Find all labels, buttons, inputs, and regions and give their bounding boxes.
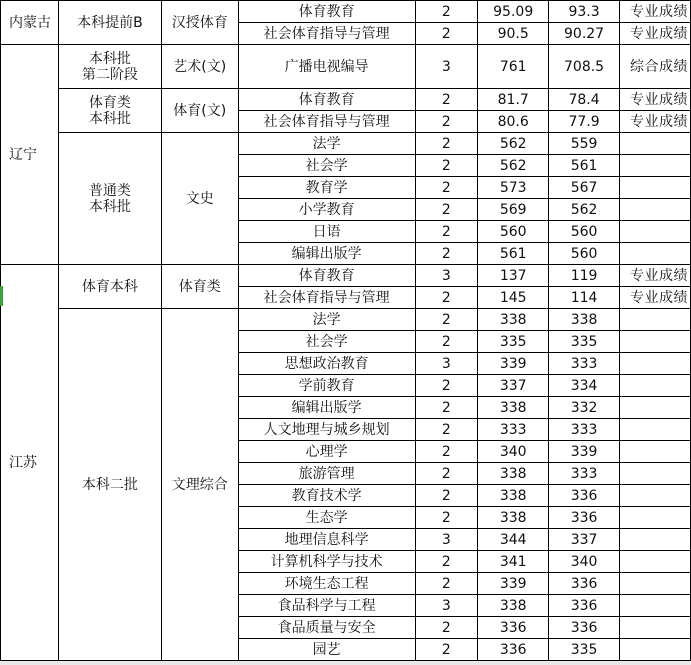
note-cell[interactable]: 专业成绩 <box>619 287 690 309</box>
min-score-cell[interactable]: 567 <box>549 177 620 199</box>
major-cell[interactable]: 旅游管理 <box>238 463 415 485</box>
max-score-cell[interactable]: 336 <box>478 617 549 639</box>
note-cell[interactable] <box>619 617 690 639</box>
major-cell[interactable]: 社会体育指导与管理 <box>238 111 415 133</box>
major-cell[interactable]: 食品科学与工程 <box>238 595 415 617</box>
batch-cell[interactable]: 本科二批 <box>58 309 161 661</box>
major-cell[interactable]: 生态学 <box>238 507 415 529</box>
years-cell[interactable]: 2 <box>415 507 478 529</box>
major-cell[interactable]: 地理信息科学 <box>238 529 415 551</box>
min-score-cell[interactable]: 560 <box>549 243 620 265</box>
years-cell[interactable]: 2 <box>415 287 478 309</box>
max-score-cell[interactable]: 81.7 <box>478 89 549 111</box>
max-score-cell[interactable]: 338 <box>478 397 549 419</box>
note-cell[interactable] <box>619 331 690 353</box>
note-cell[interactable]: 专业成绩 <box>619 265 690 287</box>
max-score-cell[interactable]: 338 <box>478 309 549 331</box>
min-score-cell[interactable]: 77.9 <box>549 111 620 133</box>
note-cell[interactable] <box>619 177 690 199</box>
years-cell[interactable]: 3 <box>415 265 478 287</box>
max-score-cell[interactable]: 338 <box>478 507 549 529</box>
row-selection-indicator <box>0 286 3 306</box>
min-score-cell[interactable]: 90.27 <box>549 23 620 45</box>
note-cell[interactable]: 专业成绩 <box>619 23 690 45</box>
min-score-cell[interactable]: 336 <box>549 573 620 595</box>
years-cell[interactable]: 2 <box>415 111 478 133</box>
table-row <box>1 265 691 287</box>
min-score-cell[interactable]: 333 <box>549 463 620 485</box>
major-cell[interactable]: 社会学 <box>238 155 415 177</box>
years-cell[interactable]: 2 <box>415 1 478 23</box>
years-cell[interactable]: 3 <box>415 595 478 617</box>
category-cell[interactable]: 体育类 <box>161 265 238 309</box>
min-score-cell[interactable]: 114 <box>549 287 620 309</box>
note-cell[interactable] <box>619 441 690 463</box>
batch-cell[interactable]: 本科批 第二阶段 <box>58 45 161 89</box>
major-cell[interactable]: 园艺 <box>238 639 415 661</box>
years-cell[interactable]: 2 <box>415 221 478 243</box>
max-score-cell[interactable]: 560 <box>478 221 549 243</box>
major-cell[interactable]: 环境生态工程 <box>238 573 415 595</box>
max-score-cell[interactable]: 344 <box>478 529 549 551</box>
major-cell[interactable]: 教育学 <box>238 177 415 199</box>
max-score-cell[interactable]: 338 <box>478 463 549 485</box>
years-cell[interactable]: 2 <box>415 573 478 595</box>
min-score-cell[interactable]: 337 <box>549 529 620 551</box>
years-cell[interactable]: 2 <box>415 463 478 485</box>
min-score-cell[interactable]: 561 <box>549 155 620 177</box>
table-row <box>1 45 691 89</box>
table-row <box>1 1 691 23</box>
major-cell[interactable]: 社会学 <box>238 331 415 353</box>
note-cell[interactable] <box>619 529 690 551</box>
min-score-cell[interactable]: 338 <box>549 309 620 331</box>
category-cell[interactable]: 艺术(文) <box>161 45 238 89</box>
min-score-cell[interactable]: 119 <box>549 265 620 287</box>
max-score-cell[interactable]: 80.6 <box>478 111 549 133</box>
note-cell[interactable] <box>619 397 690 419</box>
max-score-cell[interactable]: 145 <box>478 287 549 309</box>
min-score-cell[interactable]: 708.5 <box>549 45 620 89</box>
note-cell[interactable] <box>619 199 690 221</box>
major-cell[interactable]: 人文地理与城乡规划 <box>238 419 415 441</box>
note-cell[interactable]: 专业成绩 <box>619 111 690 133</box>
years-cell[interactable]: 3 <box>415 353 478 375</box>
batch-cell[interactable]: 体育类 本科批 <box>58 89 161 133</box>
note-cell[interactable] <box>619 573 690 595</box>
major-cell[interactable]: 思想政治教育 <box>238 353 415 375</box>
years-cell[interactable]: 2 <box>415 199 478 221</box>
max-score-cell[interactable]: 340 <box>478 441 549 463</box>
min-score-cell[interactable]: 332 <box>549 397 620 419</box>
max-score-cell[interactable]: 90.5 <box>478 23 549 45</box>
max-score-cell[interactable]: 337 <box>478 375 549 397</box>
min-score-cell[interactable]: 333 <box>549 353 620 375</box>
note-cell[interactable] <box>619 309 690 331</box>
min-score-cell[interactable]: 560 <box>549 221 620 243</box>
batch-cell[interactable]: 本科提前B <box>58 1 161 45</box>
min-score-cell[interactable]: 93.3 <box>549 1 620 23</box>
major-cell[interactable]: 小学教育 <box>238 199 415 221</box>
max-score-cell[interactable]: 137 <box>478 265 549 287</box>
category-cell[interactable]: 文史 <box>161 133 238 265</box>
note-cell[interactable]: 综合成绩 <box>619 45 690 89</box>
years-cell[interactable]: 2 <box>415 331 478 353</box>
max-score-cell[interactable]: 341 <box>478 551 549 573</box>
years-cell[interactable]: 2 <box>415 397 478 419</box>
major-cell[interactable]: 日语 <box>238 221 415 243</box>
max-score-cell[interactable]: 95.09 <box>478 1 549 23</box>
major-cell[interactable]: 编辑出版学 <box>238 397 415 419</box>
province-cell[interactable]: 辽宁 <box>1 45 59 265</box>
category-cell[interactable]: 体育(文) <box>161 89 238 133</box>
note-cell[interactable] <box>619 485 690 507</box>
table-row <box>1 89 691 111</box>
years-cell[interactable]: 2 <box>415 309 478 331</box>
major-cell[interactable]: 社会体育指导与管理 <box>238 23 415 45</box>
min-score-cell[interactable]: 78.4 <box>549 89 620 111</box>
sheet-bottom-edge <box>0 661 691 665</box>
note-cell[interactable] <box>619 463 690 485</box>
max-score-cell[interactable]: 562 <box>478 133 549 155</box>
major-cell[interactable]: 计算机科学与技术 <box>238 551 415 573</box>
note-cell[interactable] <box>619 133 690 155</box>
max-score-cell[interactable]: 339 <box>478 573 549 595</box>
max-score-cell[interactable]: 562 <box>478 155 549 177</box>
years-cell[interactable]: 2 <box>415 155 478 177</box>
years-cell[interactable]: 2 <box>415 551 478 573</box>
major-cell[interactable]: 社会体育指导与管理 <box>238 287 415 309</box>
note-cell[interactable] <box>619 595 690 617</box>
note-cell[interactable] <box>619 375 690 397</box>
years-cell[interactable]: 3 <box>415 45 478 89</box>
major-cell[interactable]: 法学 <box>238 133 415 155</box>
note-cell[interactable] <box>619 419 690 441</box>
min-score-cell[interactable]: 336 <box>549 485 620 507</box>
max-score-cell[interactable]: 338 <box>478 595 549 617</box>
years-cell[interactable]: 2 <box>415 23 478 45</box>
province-cell[interactable]: 内蒙古 <box>1 1 59 45</box>
min-score-cell[interactable]: 340 <box>549 551 620 573</box>
note-cell[interactable] <box>619 221 690 243</box>
note-cell[interactable]: 专业成绩 <box>619 1 690 23</box>
max-score-cell[interactable]: 573 <box>478 177 549 199</box>
major-cell[interactable]: 体育教育 <box>238 265 415 287</box>
note-cell[interactable] <box>619 551 690 573</box>
batch-cell[interactable]: 普通类 本科批 <box>58 133 161 265</box>
note-cell[interactable] <box>619 155 690 177</box>
table-row <box>1 133 691 155</box>
major-cell[interactable]: 体育教育 <box>238 89 415 111</box>
major-cell[interactable]: 心理学 <box>238 441 415 463</box>
min-score-cell[interactable]: 334 <box>549 375 620 397</box>
note-cell[interactable] <box>619 639 690 661</box>
min-score-cell[interactable]: 562 <box>549 199 620 221</box>
years-cell[interactable]: 2 <box>415 375 478 397</box>
category-cell[interactable]: 汉授体育 <box>161 1 238 45</box>
max-score-cell[interactable]: 336 <box>478 639 549 661</box>
max-score-cell[interactable]: 338 <box>478 485 549 507</box>
major-cell[interactable]: 教育技术学 <box>238 485 415 507</box>
years-cell[interactable]: 3 <box>415 529 478 551</box>
note-cell[interactable] <box>619 243 690 265</box>
max-score-cell[interactable]: 333 <box>478 419 549 441</box>
years-cell[interactable]: 2 <box>415 485 478 507</box>
years-cell[interactable]: 2 <box>415 639 478 661</box>
max-score-cell[interactable]: 761 <box>478 45 549 89</box>
note-cell[interactable]: 专业成绩 <box>619 89 690 111</box>
major-cell[interactable]: 广播电视编导 <box>238 45 415 89</box>
min-score-cell[interactable]: 335 <box>549 331 620 353</box>
min-score-cell[interactable]: 336 <box>549 595 620 617</box>
batch-cell[interactable]: 体育本科 <box>58 265 161 309</box>
min-score-cell[interactable]: 339 <box>549 441 620 463</box>
years-cell[interactable]: 2 <box>415 441 478 463</box>
max-score-cell[interactable]: 335 <box>478 331 549 353</box>
min-score-cell[interactable]: 336 <box>549 617 620 639</box>
major-cell[interactable]: 学前教育 <box>238 375 415 397</box>
major-cell[interactable]: 编辑出版学 <box>238 243 415 265</box>
max-score-cell[interactable]: 339 <box>478 353 549 375</box>
years-cell[interactable]: 2 <box>415 419 478 441</box>
note-cell[interactable] <box>619 507 690 529</box>
years-cell[interactable]: 2 <box>415 133 478 155</box>
province-cell[interactable]: 江苏 <box>1 265 59 661</box>
major-cell[interactable]: 食品质量与安全 <box>238 617 415 639</box>
years-cell[interactable]: 2 <box>415 243 478 265</box>
min-score-cell[interactable]: 559 <box>549 133 620 155</box>
min-score-cell[interactable]: 335 <box>549 639 620 661</box>
major-cell[interactable]: 体育教育 <box>238 1 415 23</box>
table-row <box>1 309 691 331</box>
years-cell[interactable]: 2 <box>415 89 478 111</box>
max-score-cell[interactable]: 561 <box>478 243 549 265</box>
years-cell[interactable]: 2 <box>415 177 478 199</box>
major-cell[interactable]: 法学 <box>238 309 415 331</box>
category-cell[interactable]: 文理综合 <box>161 309 238 661</box>
years-cell[interactable]: 2 <box>415 617 478 639</box>
note-cell[interactable] <box>619 353 690 375</box>
min-score-cell[interactable]: 336 <box>549 507 620 529</box>
min-score-cell[interactable]: 333 <box>549 419 620 441</box>
max-score-cell[interactable]: 569 <box>478 199 549 221</box>
